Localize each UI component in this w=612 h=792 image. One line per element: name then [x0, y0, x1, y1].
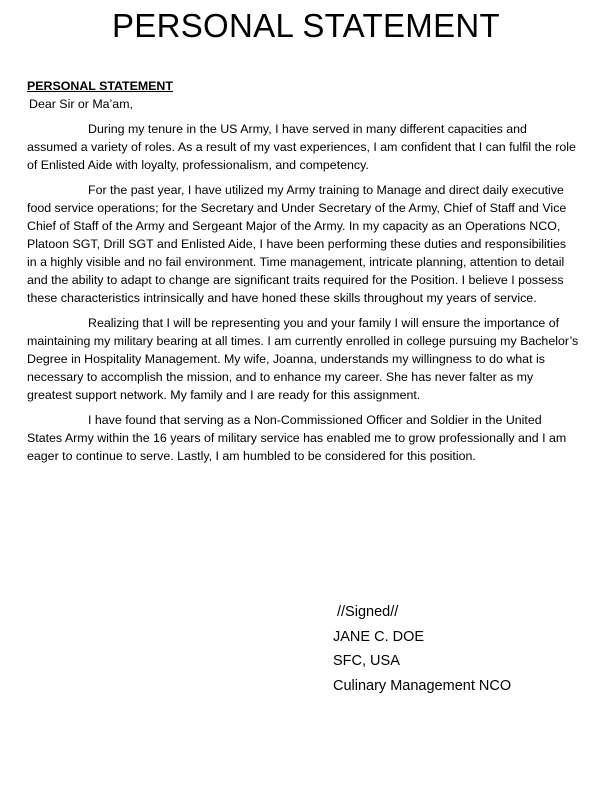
signer-name: JANE C. DOE: [333, 628, 425, 645]
paragraph-2: For the past year, I have utilized my Army training to Manage and direct daily executive food service operations; for the Secretary and Under Secretary of the Army, Chief of Staff and Vice Chief of Staff of the Army and Sergeant Major of the Army. In my capacity as an Operations NCO, Platoon SGT, Drill SGT and Enlisted Aide, I have been performing these duties and responsibilities in a highly visible and no fail environment. Time management, intricate planning, attention to detail and the ability to adapt to change are significant traits required for the Position. I believe I possess these characteristics intrinsically and have honed these skills throughout my years of service.: [27, 183, 567, 305]
paragraph-1: During my tenure in the US Army, I have served in many different capacities and assumed a variety of roles. As a result of my vast experiences, I am confident that I can fulfil the role of Enlisted Aide with loyalty, professionalism, and competency.: [27, 122, 576, 172]
signer-rank: SFC, USA: [333, 653, 400, 669]
paragraph-3: Realizing that I will be representing you and your family I will ensure the importance of maintaining my military bearing at all times. I am currently enrolled in college pursuing my Bachelor’s Degree in Hospitality Management. My wife, Joanna, understands my willingness to do what is necessary to accomplish the mission, and to enhance my career. She has never falter as my greatest support network. My family and I are ready for this assignment.: [27, 316, 579, 402]
page-title: PERSONAL STATEMENT: [111, 7, 500, 44]
signature-block: [333, 600, 511, 698]
statement-body: [27, 77, 579, 472]
signer-position: Culinary Management NCO: [333, 677, 512, 694]
paragraph-4: I have found that serving as a Non-Commissioned Officer and Soldier in the United States Army within the 16 years of military service has enabled me to grow professionally and I am eager to continue to serve. Lastly, I am humbled to be considered for this position.: [27, 413, 567, 463]
section-heading: PERSONAL STATEMENT: [27, 79, 173, 93]
salutation: Dear Sir or Ma’am,: [29, 97, 133, 111]
signature-signed: //Signed//: [337, 604, 399, 620]
